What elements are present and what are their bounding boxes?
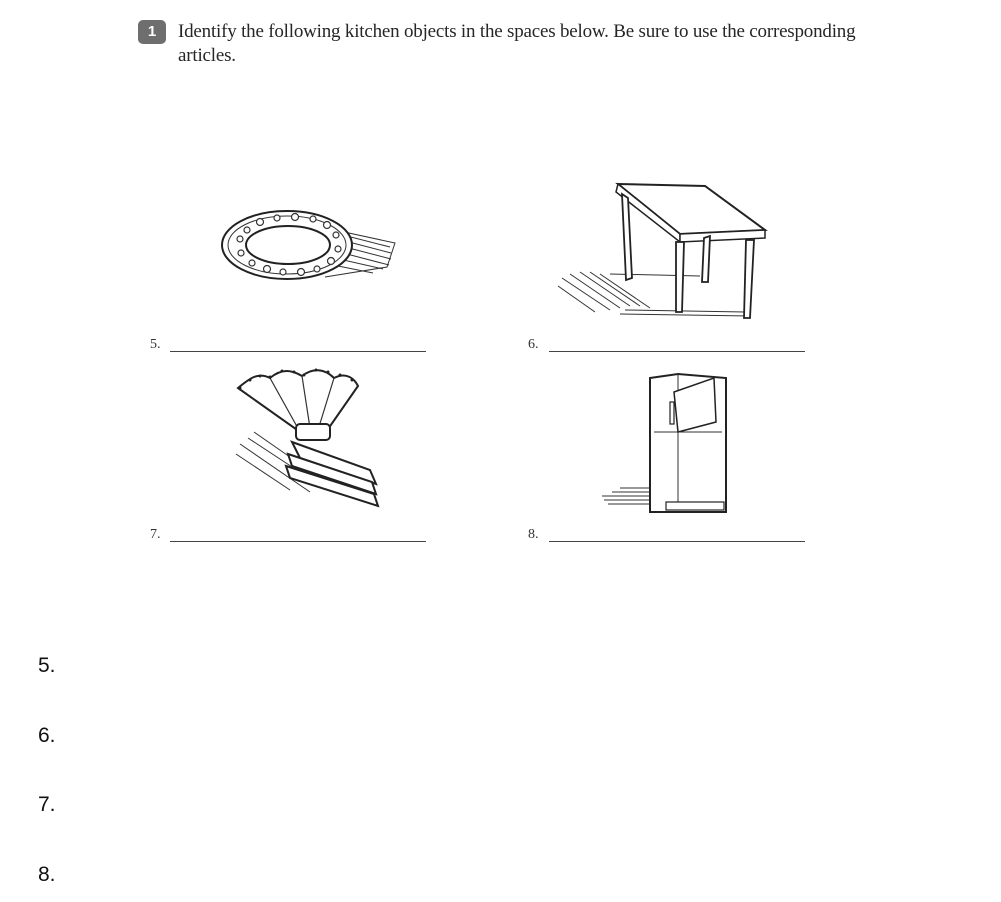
answer-label-5: 5. [38, 654, 56, 677]
item-number: 5. [150, 337, 161, 352]
answer-blank-line [549, 351, 805, 352]
item-number: 6. [528, 337, 539, 352]
item-number: 8. [528, 527, 539, 542]
answer-list [0, 600, 1001, 902]
answer-blank-line [170, 541, 426, 542]
napkin-icon [230, 366, 390, 511]
answer-blank-line [549, 541, 805, 542]
answer-label-6: 6. [38, 724, 56, 747]
exercise-instruction: Identify the following kitchen objects in the spaces below. Be sure to use the corresponding articles. [178, 21, 856, 66]
refrigerator-icon [598, 372, 733, 514]
item-number: 7. [150, 527, 161, 542]
answer-label-7: 7. [38, 793, 56, 816]
answer-blank-line [170, 351, 426, 352]
plate-icon [215, 205, 400, 290]
answer-label-8: 8. [38, 863, 56, 886]
table-icon [550, 178, 775, 323]
exercise-number-badge: 1 [138, 20, 166, 44]
